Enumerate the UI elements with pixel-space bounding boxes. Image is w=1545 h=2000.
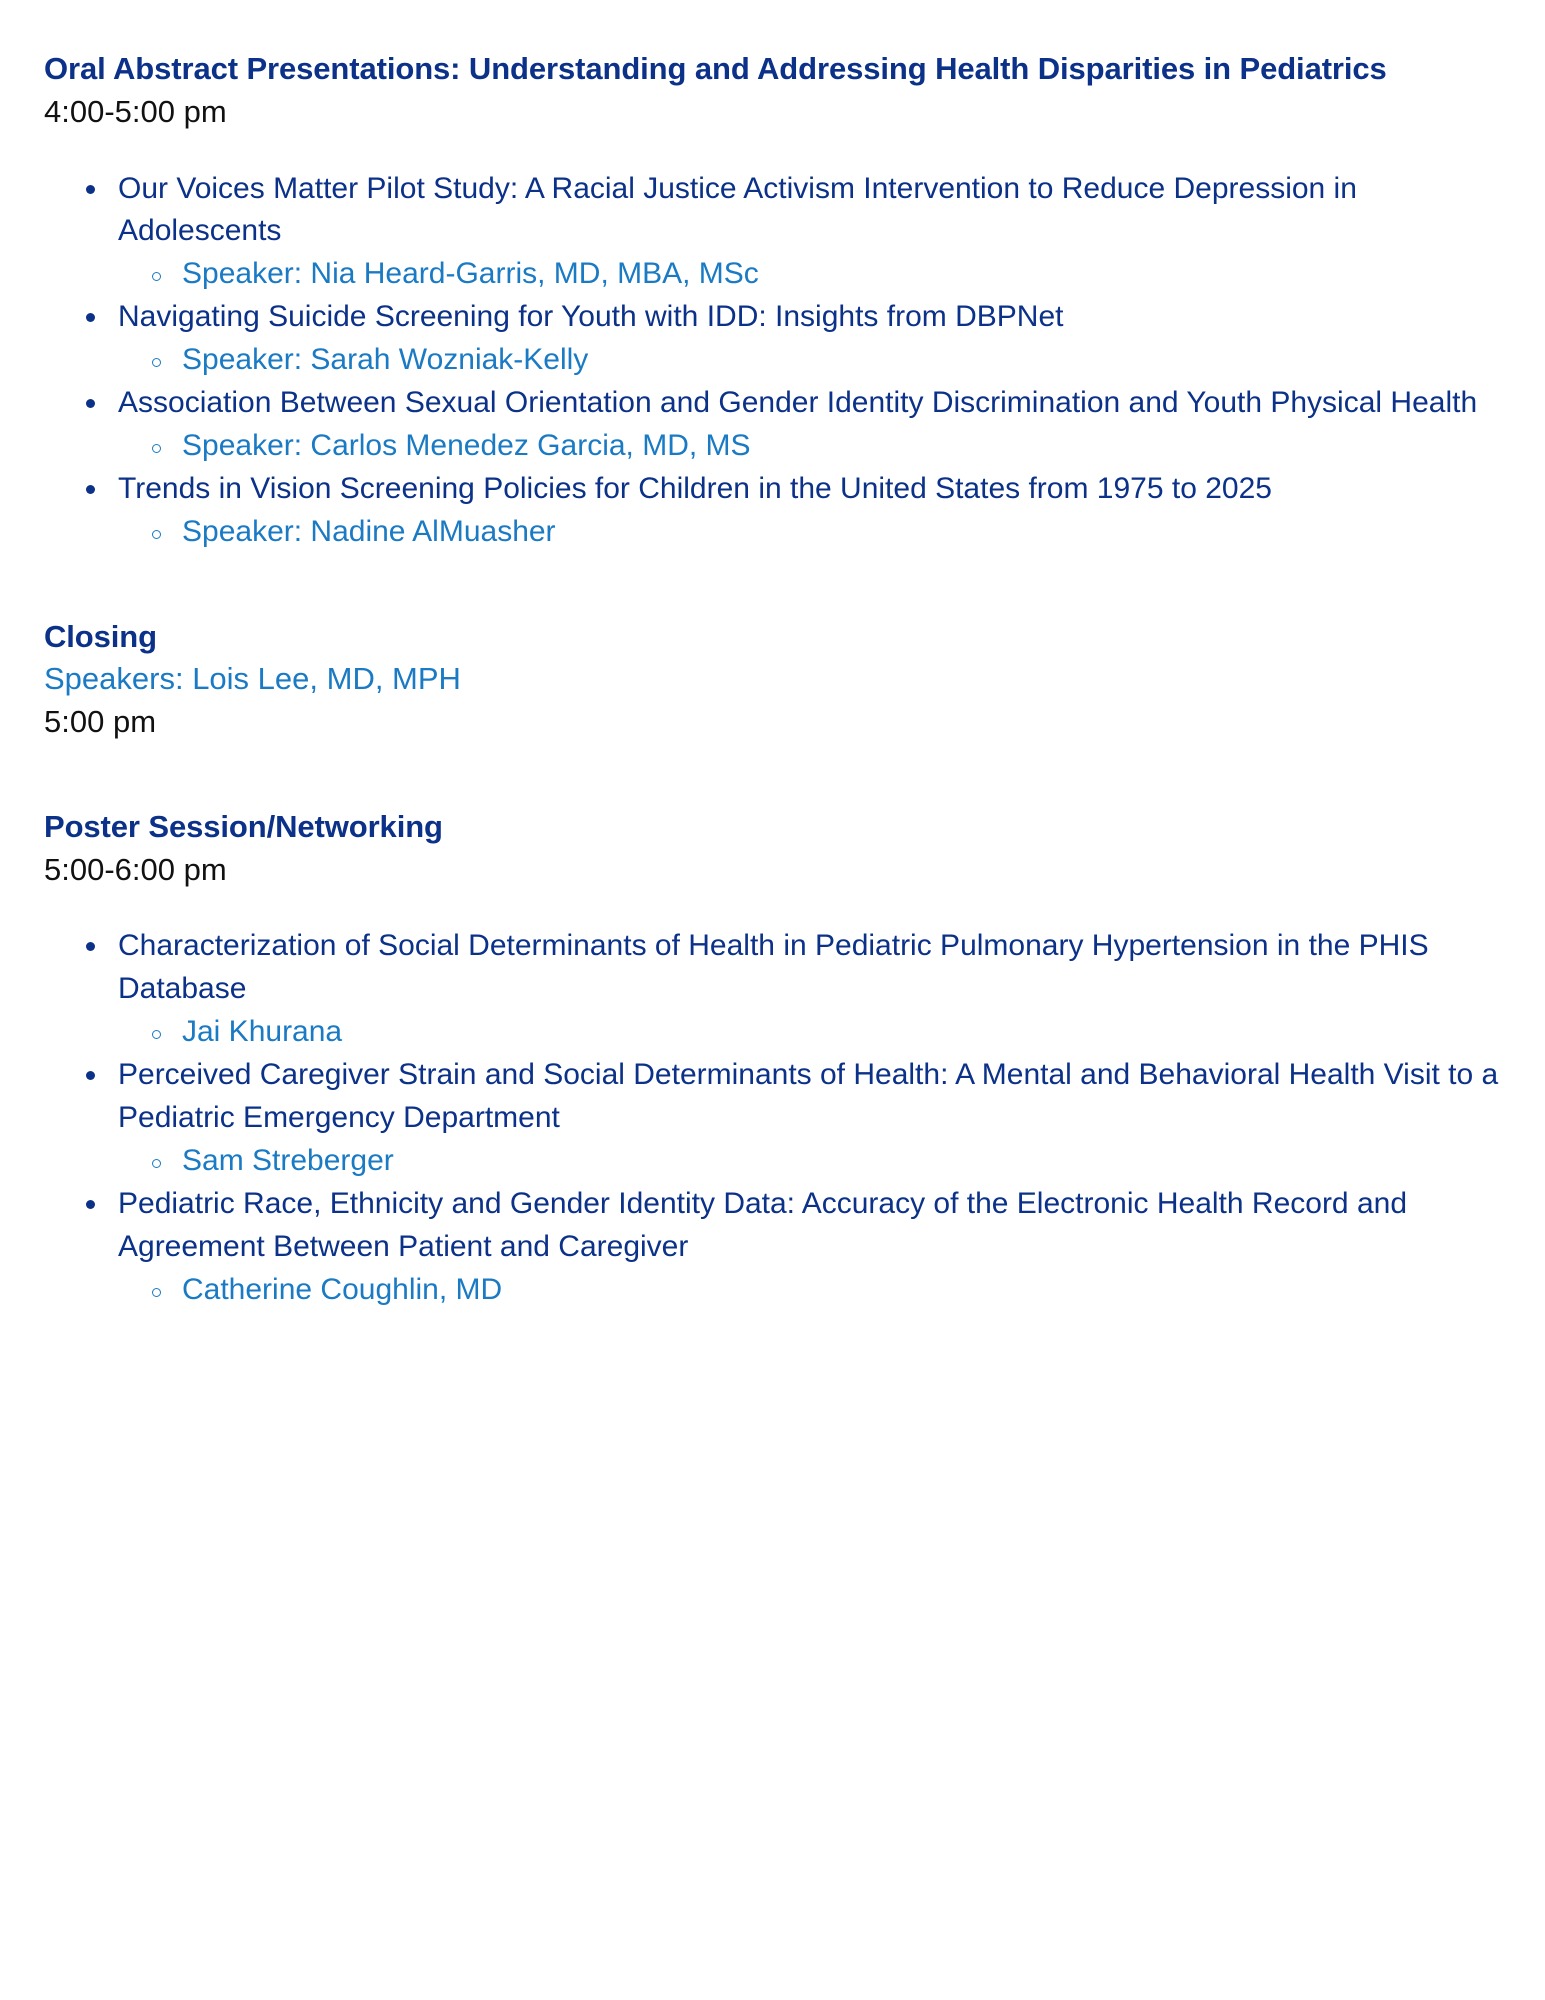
- list-item: [118, 1269, 1501, 1312]
- presenter-name: Sam Streberger: [182, 1143, 394, 1177]
- speaker-name: Speaker: Nadine AlMuasher: [182, 514, 556, 548]
- section-heading: Closing: [44, 618, 157, 654]
- list-item: [118, 339, 1501, 382]
- poster-title: Characterization of Social Determinants of Health in Pediatric Pulmonary Hypertension in the PHIS Database: [118, 929, 1429, 1006]
- disc-bullet-icon: [86, 485, 95, 494]
- disc-bullet-icon: [86, 313, 95, 322]
- list-item: [44, 296, 1501, 382]
- abstract-title: Trends in Vision Screening Policies for Children in the United States from 1975 to 2025: [118, 471, 1272, 505]
- section-spacer: [44, 744, 1501, 806]
- speaker-name: Speaker: Sarah Wozniak-Kelly: [182, 343, 589, 377]
- list-item: [118, 253, 1501, 296]
- list-item: [44, 468, 1501, 554]
- presenter-list: [118, 1269, 1501, 1312]
- list-item: [118, 1140, 1501, 1183]
- presenter-list: [118, 1011, 1501, 1054]
- presenter-name: Jai Khurana: [182, 1015, 343, 1049]
- poster-title: Pediatric Race, Ethnicity and Gender Identity Data: Accuracy of the Electronic Health Record and Agreement Between Patient and Caregiver: [118, 1186, 1408, 1263]
- circle-bullet-icon: [152, 530, 161, 539]
- speaker-list: [118, 339, 1501, 382]
- section-closing: [44, 616, 1501, 744]
- section-poster-session: [44, 806, 1501, 1312]
- section-time: 5:00-6:00 pm: [44, 851, 227, 887]
- speaker-name: Speaker: Carlos Menedez Garcia, MD, MS: [182, 428, 751, 462]
- disc-bullet-icon: [86, 1200, 95, 1209]
- list-item: [118, 1011, 1501, 1054]
- section-oral-abstract-presentations: [44, 48, 1501, 554]
- disc-bullet-icon: [86, 1071, 95, 1080]
- section-speakers: Speakers: Lois Lee, MD, MPH: [44, 661, 461, 697]
- abstract-title: Our Voices Matter Pilot Study: A Racial Justice Activism Intervention to Reduce Depression in Adolescents: [118, 171, 1357, 248]
- list-item: [44, 925, 1501, 1054]
- presenter-list: [118, 1140, 1501, 1183]
- list-item: [44, 382, 1501, 468]
- list-item: [118, 425, 1501, 468]
- speaker-list: [118, 253, 1501, 296]
- disc-bullet-icon: [86, 942, 95, 951]
- speaker-list: [118, 425, 1501, 468]
- circle-bullet-icon: [152, 358, 161, 367]
- list-item: [44, 168, 1501, 297]
- circle-bullet-icon: [152, 444, 161, 453]
- list-item: [44, 1183, 1501, 1312]
- list-item: [44, 1054, 1501, 1183]
- circle-bullet-icon: [152, 272, 161, 281]
- disc-bullet-icon: [86, 185, 95, 194]
- circle-bullet-icon: [152, 1030, 161, 1039]
- presenter-name: Catherine Coughlin, MD: [182, 1272, 503, 1306]
- abstract-list: [44, 168, 1501, 554]
- poster-title: Perceived Caregiver Strain and Social Determinants of Health: A Mental and Behavioral Health Visit to a Pediatric Emergency Department: [118, 1058, 1499, 1134]
- section-heading: Poster Session/Networking: [44, 808, 443, 844]
- section-time: 4:00-5:00 pm: [44, 93, 227, 129]
- section-spacer: [44, 554, 1501, 616]
- section-heading: Oral Abstract Presentations: Understanding and Addressing Health Disparities in Pediatrics: [44, 51, 1387, 86]
- circle-bullet-icon: [152, 1159, 161, 1168]
- abstract-title: Navigating Suicide Screening for Youth with IDD: Insights from DBPNet: [118, 300, 1064, 334]
- abstract-title: Association Between Sexual Orientation and Gender Identity Discrimination and Youth Physical Health: [118, 385, 1478, 419]
- disc-bullet-icon: [86, 399, 95, 408]
- circle-bullet-icon: [152, 1288, 161, 1297]
- speaker-list: [118, 511, 1501, 554]
- list-item: [118, 511, 1501, 554]
- poster-list: [44, 925, 1501, 1311]
- section-time: 5:00 pm: [44, 704, 157, 740]
- speaker-name: Speaker: Nia Heard-Garris, MD, MBA, MSc: [182, 257, 759, 291]
